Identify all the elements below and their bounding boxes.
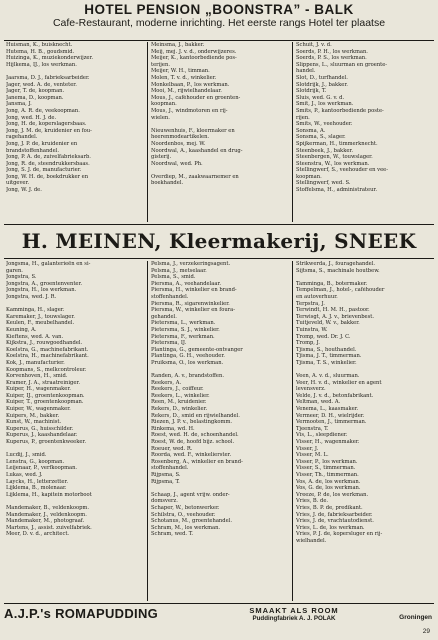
directory-entry: en autoverhuur. (296, 293, 338, 300)
hotel-ad-title: HOTEL PENSION „BOONSTRA” - BALK (84, 2, 354, 17)
directory-entry: Vries, P. J. de, kopersluger en rij- (296, 531, 383, 538)
directory-entry: Jansma, J. (6, 101, 32, 108)
directory-entry: Kuipers, M., bakker. (6, 412, 60, 419)
directory-entry: Huizinga, K., muziekonderwijzer. (6, 55, 94, 62)
directory-entry (151, 121, 289, 128)
directory-entry: Kamminga, H., slager. (6, 307, 65, 314)
directory-entry: Schram, M., los werkman. (151, 524, 221, 531)
directory-entry: Slot, D., turfhandel. (296, 74, 348, 81)
directory-entry: Mandemaker, J., veldenkoopm. (6, 511, 87, 518)
directory-entry: Tuitjeveld, W. v., bakker. (296, 320, 360, 327)
directory-entry: Jong, J. P. de, kruidenier en (6, 140, 78, 147)
directory-entry: Kijkstra, J., rouwgoedhandel. (6, 340, 83, 347)
directory-entry: Rosenberg, A., winkelier en brand- (151, 458, 243, 465)
directory-entry: rijen. (296, 114, 310, 121)
directory-entry: Randen, A. v., brandstoffen. (151, 373, 224, 380)
directory-entry: Venema, L., kaasmaker. (296, 406, 359, 413)
directory-entry: Meer, D. v. d., architect. (6, 531, 70, 538)
directory-entry: terijen. (151, 61, 170, 68)
directory-entry: Reen, M., kruidenier. (151, 399, 207, 406)
directory-entry: Kuiper, IJ., groentenkoopman. (6, 392, 85, 399)
directory-entry: Jongstra, H., los werkman. (6, 287, 77, 294)
directory-entry: Visser, Th., timmerman. (296, 472, 359, 478)
directory-entry: Schram, wed. T. (151, 531, 194, 538)
directory-entry: Jong, P. A. de, zuivelfabrieksarb. (6, 154, 91, 161)
rule-bottom (4, 603, 434, 604)
directory-entry: Slippens, L., sluurman en groente- (296, 61, 388, 68)
directory-entry: Mandemaker, B., veldenkoopm. (6, 504, 89, 511)
directory-entry: Jong, A. R. de, veekoopman. (6, 107, 80, 114)
pudding-ad-slogan: SMAAKT ALS ROOM (249, 606, 339, 615)
directory-entry: Kuperus, P., groentenkweeker. (6, 439, 86, 446)
directory-entry: Lijklema, H., kapitein motorboot (6, 491, 92, 498)
directory-entry: Pietersma, IJ. (151, 340, 187, 347)
directory-entry: Visser, M. L. (296, 452, 329, 459)
directory-entry (6, 446, 144, 453)
directory-entry: Tjisma, T. S., winkelier. (296, 359, 357, 366)
directory-entry: boekhandel. (151, 180, 184, 187)
directory-entry: Hijlkema, IJ., los werkman. (6, 61, 77, 68)
directory-entry: Pelsma, J., metselaar. (151, 267, 207, 274)
directory-entry: Korvenhoven, H., smid. (6, 373, 68, 380)
hotel-ad-subtitle: Cafe-Restaurant, moderne inrichting. Het eerste rangs Hotel ter plaatse (52, 17, 386, 29)
directory-entry: Schaper, W., betonwerker. (151, 504, 220, 511)
directory-entry: Terpstra, J. (296, 300, 325, 307)
column-divider (147, 42, 148, 222)
directory-entry: Lukas, wed. J. (6, 472, 43, 478)
directory-entry: Vreeze, P. de, los werkman. (296, 491, 369, 498)
directory-entry: koopman. (296, 173, 322, 180)
directory-entry: Pietersma, F., werkman. (151, 333, 215, 340)
directory-entry: Sijtsma, S., machinale houtbew. (296, 267, 380, 274)
directory-entry: Noordwal, wed. Ph. (151, 160, 203, 167)
directory-entry: domsverz. (151, 498, 178, 505)
directory-entry: Riezen, J. P. v., belastingkomm. (151, 419, 233, 426)
directory-entry: Koopmans, S., melkcontroleur. (6, 366, 87, 373)
pudding-advertisement (4, 606, 434, 628)
directory-entry: Veen, A. v. d., sluurman. (296, 373, 360, 380)
directory-entry: Vries, B. P. de, predikant. (296, 504, 363, 511)
directory-entry: Tuinstra, W. (296, 326, 328, 333)
column-divider (292, 261, 293, 601)
directory-entry: Lenstra, G., koopman. (6, 458, 65, 465)
directory-entry: Jager, T. de, koopman. (6, 88, 65, 95)
directory-entry (151, 367, 289, 374)
directory-entry: Sluis, wed. G. v. d. (296, 94, 345, 101)
directory-entry: Plantinga, G., gemeente-ontvanger (151, 346, 243, 353)
directory-entry: Spijkerman, H., timmerknecht. (296, 140, 378, 147)
directory-entry: Kuiper, W., wagenmaker. (6, 406, 71, 413)
directory-entry: handel. (296, 68, 316, 75)
directory-entry: Piersma, R., sigarenwinkelier. (151, 300, 230, 307)
rule-mid-bottom (4, 258, 434, 259)
directory-entry: Keuning, A. (6, 326, 37, 333)
directory-entry: Jongsma, H., galanterieën en si- (6, 261, 91, 267)
directory-entry: Roest, wed. H. de, schoenhandel. (151, 432, 239, 439)
directory-entry: Kieftens, wed. A. van. (6, 333, 64, 340)
directory-entry (296, 274, 434, 281)
directory-entry (6, 301, 144, 308)
directory-entry: Nieuwenhuis, F., kleermaker en (151, 127, 235, 134)
directory-entry: Piersma, W., winkelier en foura- (151, 307, 235, 314)
directory-entry (151, 167, 289, 174)
directory-entry: Hutema, H. B., goudsmid. (6, 48, 75, 55)
directory-entry: ragehandel. (6, 134, 38, 141)
directory-entry: garen. (6, 267, 23, 274)
directory-entry: Visser, S., timmerman. (296, 465, 356, 472)
directory-entry: Jong, S. J. de, manufacturier. (6, 167, 82, 174)
directory-entry: Visser, H., wagenmaker. (296, 439, 360, 446)
pudding-ad-city: Groningen (399, 614, 432, 621)
directory-entry: Noordwal, A., kaashandel en drug- (151, 147, 243, 154)
directory-entry: wielen. (151, 114, 170, 121)
directory-entry: Vos, A. de, los werkman. (296, 478, 361, 485)
directory-entry: Rekers, D., winkelier. (151, 406, 208, 413)
page-number: 29 (422, 628, 430, 635)
upper-column-1 (6, 42, 144, 222)
directory-entry: Vries, B. de. (296, 498, 329, 505)
directory-entry: Jong, W. J. de. (6, 187, 42, 194)
directory-entry: Rinkema, wd. H. (151, 425, 195, 432)
directory-entry: Kuperus, G., huisschilder. (6, 425, 74, 432)
directory-entry: Vries, L. de, los werkman. (296, 524, 365, 531)
directory-entry: Huisman, K., buisknecht. (6, 42, 73, 48)
column-divider (147, 261, 148, 601)
directory-entry: Kuiper, H., wagenmaker. (6, 386, 71, 393)
directory-entry: Meij, mej. J. v. d., onderwijzeres. (151, 48, 237, 55)
directory-entry: Jongstra, A., groentenventer. (6, 280, 83, 287)
directory-entry: Jager, wed. A. de, venteter. (6, 81, 77, 88)
directory-entry: levensverz. (296, 386, 326, 393)
directory-entry: Vries, J. de, vrachtautodienst. (296, 518, 374, 525)
directory-entry: Mooi, M., rijwielhandelaar. (151, 88, 222, 95)
directory-entry: Pietersma, S. J., winkelier. (151, 326, 220, 333)
directory-entry: Jong, J. M. de, kruidenier en fou- (6, 127, 92, 134)
directory-entry: Rijpsma, S. (151, 472, 181, 478)
pudding-ad-brand: A.J.P.'s ROMAPUDDING (4, 606, 159, 621)
directory-entry: Mous, J., windmotoren en rij- (151, 107, 228, 114)
directory-entry: Vries, J. de, fabrieksarbeider. (296, 511, 373, 518)
directory-entry: Overdiep, M., zaakwaarnemer en (151, 173, 239, 180)
directory-entry: brandstoffenhandel. (6, 147, 59, 154)
directory-entry: Pelsma, J., verzekeringsagent. (151, 261, 231, 267)
directory-entry: koopman. (151, 101, 177, 108)
directory-entry: Jong, wed. H. J. de. (6, 114, 57, 121)
directory-entry: Lijklema, B., molenaar. (6, 485, 67, 492)
directory-entry: Veltman, wed. A. (296, 399, 341, 406)
lower-column-3 (296, 261, 434, 601)
directory-entry (6, 498, 144, 505)
pudding-ad-maker: Puddingfabriek A. J. POLAK (252, 615, 336, 622)
directory-entry: Pruiksma, O., los werkman. (151, 359, 224, 366)
directory-entry: Lucdij, J., smid. (6, 452, 47, 459)
directory-entry: Reekers, A. (151, 379, 182, 386)
directory-entry: Pelsma, S., smid. (151, 274, 196, 281)
column-divider (292, 42, 293, 222)
directory-entry: Mandemaker, M., photograaf. (6, 518, 85, 525)
directory-entry: Vermeer, D. H., wielrijder. (296, 412, 365, 419)
directory-entry: Steenstra, W., los werkman. (296, 160, 370, 167)
directory-entry: Strikwerda, J., fouragehandel. (296, 261, 376, 267)
rule-top (4, 40, 434, 41)
directory-entry: Jongstra, S. (6, 274, 37, 281)
upper-column-3 (296, 42, 434, 222)
directory-entry: Steenbeek, J., bakker. (296, 147, 353, 154)
rule-mid-top (4, 224, 434, 225)
directory-entry: Pietersma, L., werkman. (151, 320, 216, 327)
directory-entry: Vos, G. de, los werkman. (296, 485, 361, 492)
directory-entry: Stoffelsma, H., administrateur. (296, 187, 377, 194)
directory-entry: Jongstra, wed. J. R. (6, 293, 57, 300)
directory-entry: Steenbergen, W., touwslager. (296, 154, 373, 161)
directory-entry: Reekers, L., winkelier. (151, 392, 210, 399)
directory-entry: Molen, T. v. d., winkelier. (151, 74, 217, 81)
directory-entry: Kuperus, J., kaashandelaar. (6, 432, 78, 439)
directory-entry: Jong, R. de, steendrukkersbaas. (6, 160, 90, 167)
directory-entry: Smits, P., kantoorbediende poste- (296, 107, 384, 114)
directory-entry (296, 367, 434, 374)
directory-entry: Smits, W., veehouder. (296, 121, 353, 128)
directory-entry: Keulen, F., meubelhandel. (6, 320, 75, 327)
directory-entry: Plantinga, G. H., veehouder. (151, 353, 225, 360)
directory-entry: Vermooten, J., timmerman. (296, 419, 367, 426)
directory-entry: Kok, J., manufacturier. (6, 359, 65, 366)
directory-entry: Tjisma, S., houthandel. (296, 346, 357, 353)
directory-entry: Schuit, J. v. d. (296, 42, 332, 48)
directory-entry: Tempelman, J., hotel-, caféhouder (296, 287, 385, 294)
directory-entry: Piersma, A., veehandelaar. (151, 280, 222, 287)
upper-column-2 (151, 42, 289, 222)
directory-entry: Schotanus, M., groentehandel. (151, 518, 232, 525)
directory-entry: Meijer, W. H., timman. (151, 68, 210, 75)
lower-column-1 (6, 261, 144, 601)
directory-entry: Kramer, J. A., straatreiniger. (6, 379, 80, 386)
directory-entry: Roorda, wed. F., winkelierster. (151, 452, 232, 459)
directory-entry: Visser, J. (296, 445, 319, 452)
directory-entry: gehandel. (151, 313, 177, 320)
directory-entry: Karemaker, J., touwslager. (6, 313, 75, 320)
directory-entry: Slotdrijk, J., bakker. (296, 81, 348, 88)
directory-entry: Sonsma, A. (296, 127, 326, 134)
directory-entry: Stellingwerf, wed. S. (296, 180, 351, 187)
directory-entry: Soerds, P. H., los werkman. (296, 48, 368, 55)
directory-entry: Jong, H. de, koperslagersbaas. (6, 121, 87, 128)
pudding-ad-tagline (204, 606, 384, 622)
hotel-advertisement (4, 2, 434, 29)
directory-entry: Roeuer, wed. R. (151, 445, 193, 452)
directory-entry: stoffenhandel. (151, 293, 189, 300)
directory-entry: Veer, H. v. d., winkelier en agent (296, 379, 382, 386)
directory-entry: Visser, P., los werkman. (296, 458, 358, 465)
directory-entry: Soerds, P. S., los werkman. (296, 55, 367, 62)
directory-entry: Sonsma, S., slager. (296, 134, 346, 141)
directory-entry: heerenmodeartikelen. (151, 134, 210, 141)
directory-entry: Schaap, J., agent vrijw. onder- (151, 491, 230, 498)
directory-entry: Slotdrijk, T. (296, 88, 327, 95)
directory-entry: Piersma, H., winkelier en brand- (151, 287, 237, 294)
meinen-advertisement: H. MEINEN, Kleermakerij, SNEEK (21, 229, 417, 253)
directory-entry: Smit, J., los werkman. (296, 101, 354, 108)
directory-entry: Monkelbaan, P., los werkman. (151, 81, 230, 88)
directory-entry: Roest, W. de, hoofd bijz. school. (151, 439, 235, 446)
directory-entry: Tamminga, B., botermaker. (296, 280, 368, 287)
directory-entry: Tjisma, J. T., timmerman. (296, 353, 362, 360)
directory-entry: Janema, D., koopman. (6, 94, 64, 101)
directory-entry: Jong, W. H. de, boekdrukker en (6, 173, 89, 180)
directory-entry: Schilstra, O., veehouder. (151, 511, 216, 518)
directory-entry: Mous, J., caféhouder en groenten- (151, 94, 241, 101)
directory-entry: Meijer, K., kantoorbediende pos- (151, 55, 237, 62)
directory-entry: Laycks, H., letterzetter. (6, 478, 68, 485)
directory-entry: Rekers, D., smid en rijwielhandel. (151, 412, 240, 419)
directory-entry: stoffenhandel. (151, 465, 189, 472)
directory-entry: gisterij. (151, 154, 172, 161)
directory-entry: Tjeenstra, T. (296, 425, 329, 432)
directory-entry: Terwindt, H. M. H., pastoor. (296, 307, 370, 314)
directory-entry: Stellingwerf, S., veehouder en vee- (296, 167, 388, 174)
directory-entry (151, 485, 289, 492)
lower-column-2 (151, 261, 289, 601)
directory-entry: Velde, J. v. d., betonfabrikant. (296, 392, 374, 399)
directory-entry: wielhandel. (296, 537, 327, 544)
directory-entry: Terwisgt, A. J. v., brievenbest. (296, 313, 375, 320)
directory-entry: Kuiper, T., groentenkoopman. (6, 399, 84, 406)
directory-entry (6, 68, 144, 75)
directory-entry: Tromp, J. (296, 340, 320, 347)
directory-entry: Koelstra, H., machinefabrikant. (6, 353, 89, 360)
directory-entry: Noordenbos, mej. W. (151, 140, 206, 147)
directory-entry: Reekers, J., coiffeur. (151, 386, 204, 393)
directory-entry: Kunst, W., machinist. (6, 419, 62, 426)
directory-entry: Koelstra, G., machinefabrikant. (6, 346, 89, 353)
directory-entry: Vis, L., sleepdiener. (296, 432, 348, 439)
directory-entry: Martens, J., assist. zuivelfabriek. (6, 524, 92, 531)
directory-entry: Leijenaar, P., verfkoopman. (6, 465, 78, 472)
directory-entry: uitgever. (6, 180, 30, 187)
directory-entry: Jaarsma, D. J., fabrieksarbeider. (6, 74, 90, 81)
directory-entry: Meinsma, J., bakker. (151, 42, 205, 48)
directory-entry: Rijpsma, T. (151, 478, 180, 485)
directory-entry: Tromp, wed. Dr. J. C. (296, 333, 351, 340)
